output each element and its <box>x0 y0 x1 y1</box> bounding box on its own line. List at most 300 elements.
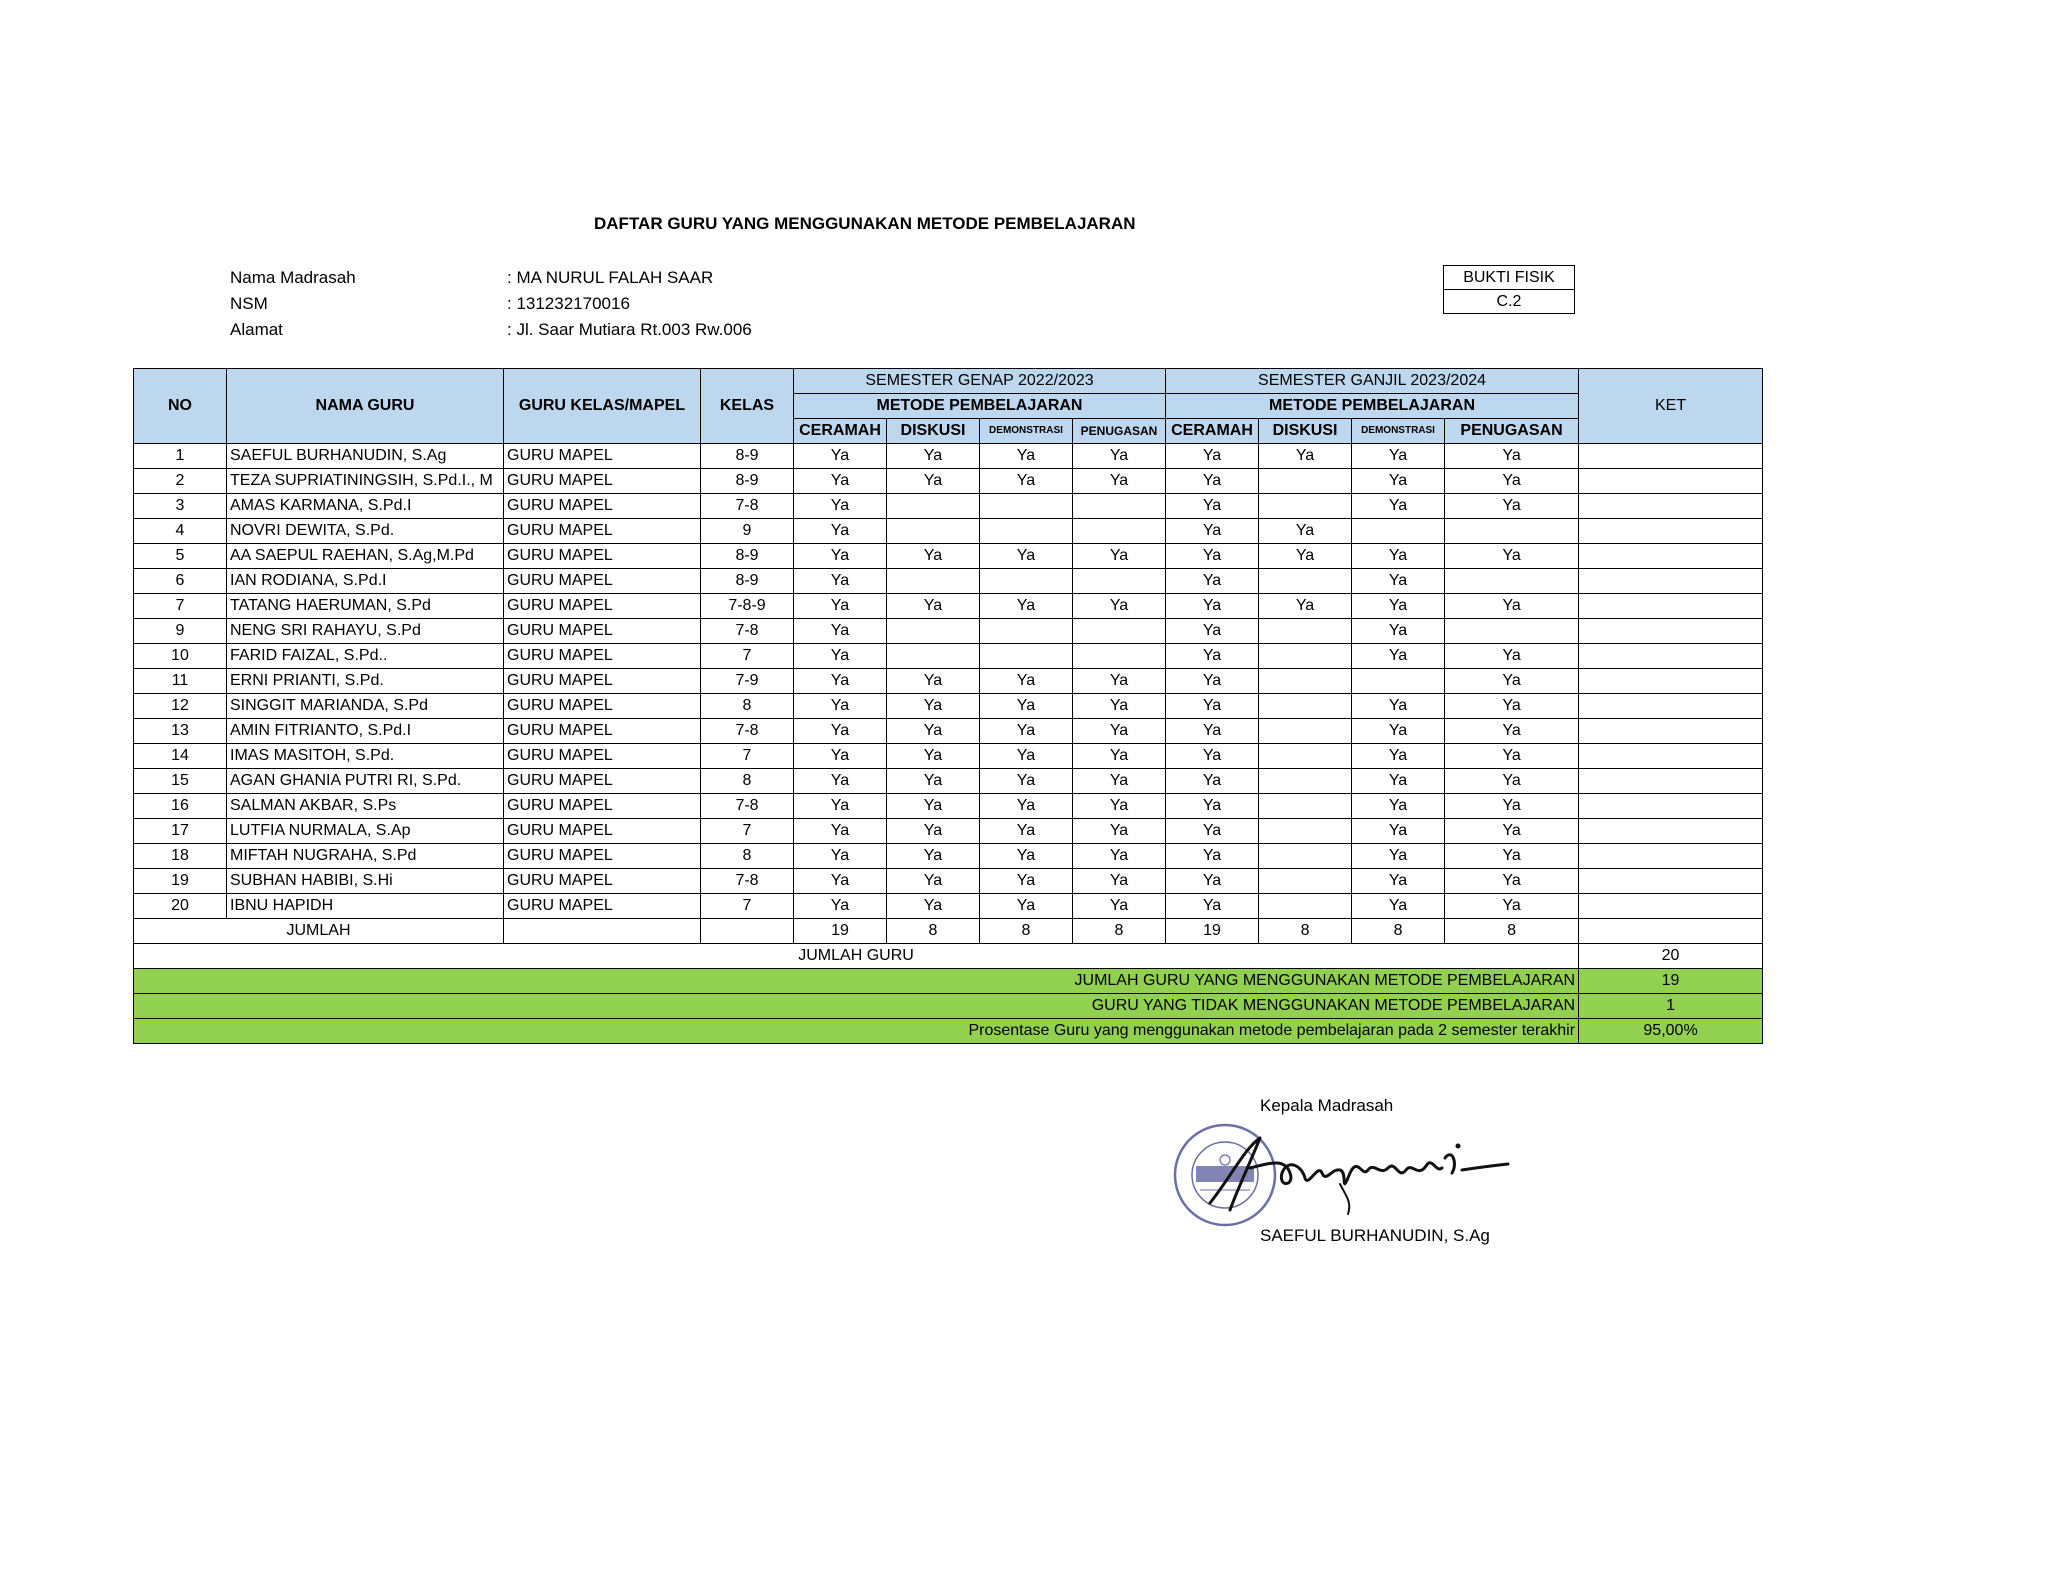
cell-diskusi-2 <box>1259 469 1352 494</box>
guru-menggunakan-value: 19 <box>1579 969 1763 994</box>
cell-penugasan-1: Ya <box>1073 869 1166 894</box>
cell-diskusi-2 <box>1259 644 1352 669</box>
cell-no: 6 <box>134 569 227 594</box>
cell-no: 3 <box>134 494 227 519</box>
table-row <box>134 869 1763 894</box>
cell-diskusi-1 <box>887 569 980 594</box>
cell-ket <box>1579 694 1763 719</box>
cell-ket <box>1579 594 1763 619</box>
table-row <box>134 819 1763 844</box>
cell-demonstrasi-2: Ya <box>1352 569 1445 594</box>
cell-kelas: 8-9 <box>701 469 794 494</box>
cell-nama-guru: MIFTAH NUGRAHA, S.Pd <box>227 844 504 869</box>
cell-demonstrasi-2: Ya <box>1352 844 1445 869</box>
cell-guru-kelas-mapel: GURU MAPEL <box>504 569 701 594</box>
cell-penugasan-2: Ya <box>1445 544 1579 569</box>
cell-demonstrasi-1: Ya <box>980 844 1073 869</box>
cell-ket <box>1579 794 1763 819</box>
cell-penugasan-1: Ya <box>1073 544 1166 569</box>
cell-demonstrasi-1 <box>980 644 1073 669</box>
jumlah-empty-kelas <box>701 919 794 944</box>
cell-guru-kelas-mapel: GURU MAPEL <box>504 844 701 869</box>
table-row <box>134 519 1763 544</box>
cell-diskusi-2 <box>1259 894 1352 919</box>
cell-diskusi-1: Ya <box>887 544 980 569</box>
cell-kelas: 7-8 <box>701 494 794 519</box>
cell-kelas: 8 <box>701 694 794 719</box>
cell-kelas: 7-8 <box>701 794 794 819</box>
cell-nama-guru: SAEFUL BURHANUDIN, S.Ag <box>227 444 504 469</box>
cell-guru-kelas-mapel: GURU MAPEL <box>504 619 701 644</box>
cell-guru-kelas-mapel: GURU MAPEL <box>504 769 701 794</box>
header-penugasan-2: PENUGASAN <box>1445 419 1579 444</box>
cell-demonstrasi-1: Ya <box>980 744 1073 769</box>
cell-diskusi-2 <box>1259 769 1352 794</box>
cell-nama-guru: AGAN GHANIA PUTRI RI, S.Pd. <box>227 769 504 794</box>
table-row <box>134 769 1763 794</box>
cell-demonstrasi-2: Ya <box>1352 819 1445 844</box>
cell-ceramah-2: Ya <box>1166 719 1259 744</box>
cell-demonstrasi-1 <box>980 569 1073 594</box>
table-row <box>134 494 1763 519</box>
cell-guru-kelas-mapel: GURU MAPEL <box>504 869 701 894</box>
cell-ceramah-1: Ya <box>794 619 887 644</box>
cell-no: 20 <box>134 894 227 919</box>
table-row <box>134 544 1763 569</box>
document-title: DAFTAR GURU YANG MENGGUNAKAN METODE PEMBELAJARAN <box>594 214 1136 233</box>
cell-demonstrasi-1: Ya <box>980 869 1073 894</box>
header-nama-guru: NAMA GURU <box>227 369 504 444</box>
cell-demonstrasi-1: Ya <box>980 794 1073 819</box>
cell-diskusi-2 <box>1259 719 1352 744</box>
signature-scribble <box>1190 1118 1530 1218</box>
cell-demonstrasi-1: Ya <box>980 444 1073 469</box>
cell-no: 19 <box>134 869 227 894</box>
jumlah-demonstrasi-1: 8 <box>980 919 1073 944</box>
jumlah-diskusi-2: 8 <box>1259 919 1352 944</box>
cell-diskusi-2: Ya <box>1259 544 1352 569</box>
cell-demonstrasi-2: Ya <box>1352 869 1445 894</box>
cell-diskusi-1: Ya <box>887 894 980 919</box>
cell-kelas: 8 <box>701 844 794 869</box>
cell-demonstrasi-2: Ya <box>1352 794 1445 819</box>
cell-demonstrasi-2: Ya <box>1352 469 1445 494</box>
cell-diskusi-2 <box>1259 744 1352 769</box>
cell-penugasan-1 <box>1073 619 1166 644</box>
cell-penugasan-1: Ya <box>1073 794 1166 819</box>
header-metode-2: METODE PEMBELAJARAN <box>1166 394 1579 419</box>
cell-guru-kelas-mapel: GURU MAPEL <box>504 444 701 469</box>
cell-demonstrasi-2: Ya <box>1352 744 1445 769</box>
table-row <box>134 444 1763 469</box>
cell-guru-kelas-mapel: GURU MAPEL <box>504 819 701 844</box>
cell-diskusi-2: Ya <box>1259 519 1352 544</box>
cell-ceramah-1: Ya <box>794 644 887 669</box>
cell-guru-kelas-mapel: GURU MAPEL <box>504 694 701 719</box>
table-row <box>134 569 1763 594</box>
cell-ceramah-1: Ya <box>794 669 887 694</box>
cell-nama-guru: NENG SRI RAHAYU, S.Pd <box>227 619 504 644</box>
cell-ket <box>1579 644 1763 669</box>
alamat-value: : Jl. Saar Mutiara Rt.003 Rw.006 <box>507 320 752 339</box>
cell-kelas: 7-9 <box>701 669 794 694</box>
table-row <box>134 794 1763 819</box>
cell-kelas: 8-9 <box>701 544 794 569</box>
cell-kelas: 8-9 <box>701 444 794 469</box>
cell-no: 18 <box>134 844 227 869</box>
header-demonstrasi-1: DEMONSTRASI <box>980 419 1073 444</box>
cell-diskusi-2: Ya <box>1259 594 1352 619</box>
cell-penugasan-1 <box>1073 644 1166 669</box>
cell-ceramah-1: Ya <box>794 494 887 519</box>
cell-diskusi-1: Ya <box>887 844 980 869</box>
cell-ket <box>1579 869 1763 894</box>
cell-guru-kelas-mapel: GURU MAPEL <box>504 794 701 819</box>
cell-ceramah-2: Ya <box>1166 869 1259 894</box>
cell-demonstrasi-1: Ya <box>980 719 1073 744</box>
cell-ket <box>1579 844 1763 869</box>
cell-diskusi-1: Ya <box>887 444 980 469</box>
header-semester-ganjil: SEMESTER GANJIL 2023/2024 <box>1166 369 1579 394</box>
cell-diskusi-2 <box>1259 694 1352 719</box>
prosentase-label: Prosentase Guru yang menggunakan metode pembelajaran pada 2 semester terakhir <box>134 1019 1579 1044</box>
cell-guru-kelas-mapel: GURU MAPEL <box>504 469 701 494</box>
cell-ceramah-2: Ya <box>1166 644 1259 669</box>
cell-demonstrasi-2: Ya <box>1352 494 1445 519</box>
nsm-value: : 131232170016 <box>507 294 630 313</box>
cell-ceramah-1: Ya <box>794 719 887 744</box>
cell-penugasan-1: Ya <box>1073 444 1166 469</box>
cell-kelas: 9 <box>701 519 794 544</box>
header-demonstrasi-2: DEMONSTRASI <box>1352 419 1445 444</box>
jumlah-diskusi-1: 8 <box>887 919 980 944</box>
cell-diskusi-1: Ya <box>887 669 980 694</box>
cell-penugasan-1: Ya <box>1073 719 1166 744</box>
cell-diskusi-1 <box>887 644 980 669</box>
cell-no: 12 <box>134 694 227 719</box>
cell-penugasan-2: Ya <box>1445 744 1579 769</box>
cell-kelas: 7 <box>701 894 794 919</box>
cell-ket <box>1579 544 1763 569</box>
cell-demonstrasi-1: Ya <box>980 769 1073 794</box>
cell-penugasan-1: Ya <box>1073 894 1166 919</box>
cell-penugasan-2: Ya <box>1445 469 1579 494</box>
cell-penugasan-2: Ya <box>1445 719 1579 744</box>
cell-ceramah-2: Ya <box>1166 744 1259 769</box>
cell-guru-kelas-mapel: GURU MAPEL <box>504 519 701 544</box>
cell-nama-guru: SALMAN AKBAR, S.Ps <box>227 794 504 819</box>
cell-demonstrasi-2: Ya <box>1352 894 1445 919</box>
cell-nama-guru: NOVRI DEWITA, S.Pd. <box>227 519 504 544</box>
cell-demonstrasi-1 <box>980 494 1073 519</box>
table-row <box>134 844 1763 869</box>
cell-demonstrasi-2: Ya <box>1352 644 1445 669</box>
cell-penugasan-2: Ya <box>1445 844 1579 869</box>
cell-diskusi-2 <box>1259 619 1352 644</box>
cell-demonstrasi-2: Ya <box>1352 619 1445 644</box>
cell-nama-guru: AMIN FITRIANTO, S.Pd.I <box>227 719 504 744</box>
jumlah-ket <box>1579 919 1763 944</box>
cell-guru-kelas-mapel: GURU MAPEL <box>504 544 701 569</box>
cell-demonstrasi-2: Ya <box>1352 694 1445 719</box>
madrasah-label: Nama Madrasah <box>230 268 356 287</box>
cell-penugasan-2 <box>1445 619 1579 644</box>
cell-demonstrasi-1: Ya <box>980 894 1073 919</box>
cell-ceramah-1: Ya <box>794 469 887 494</box>
header-kelas: KELAS <box>701 369 794 444</box>
cell-penugasan-2: Ya <box>1445 794 1579 819</box>
cell-diskusi-1: Ya <box>887 694 980 719</box>
cell-penugasan-2: Ya <box>1445 444 1579 469</box>
signature-name: SAEFUL BURHANUDIN, S.Ag <box>1260 1226 1490 1245</box>
cell-diskusi-1: Ya <box>887 819 980 844</box>
cell-ceramah-2: Ya <box>1166 444 1259 469</box>
cell-nama-guru: LUTFIA NURMALA, S.Ap <box>227 819 504 844</box>
cell-ceramah-2: Ya <box>1166 519 1259 544</box>
cell-ket <box>1579 444 1763 469</box>
jumlah-penugasan-1: 8 <box>1073 919 1166 944</box>
cell-demonstrasi-1: Ya <box>980 469 1073 494</box>
cell-ceramah-1: Ya <box>794 869 887 894</box>
cell-penugasan-2: Ya <box>1445 594 1579 619</box>
cell-diskusi-2 <box>1259 794 1352 819</box>
cell-ceramah-2: Ya <box>1166 669 1259 694</box>
cell-no: 1 <box>134 444 227 469</box>
nsm-label: NSM <box>230 294 268 313</box>
cell-diskusi-2 <box>1259 669 1352 694</box>
cell-diskusi-2 <box>1259 819 1352 844</box>
cell-ceramah-2: Ya <box>1166 694 1259 719</box>
cell-demonstrasi-1 <box>980 619 1073 644</box>
cell-nama-guru: IBNU HAPIDH <box>227 894 504 919</box>
cell-no: 7 <box>134 594 227 619</box>
guru-tidak-value: 1 <box>1579 994 1763 1019</box>
cell-nama-guru: ERNI PRIANTI, S.Pd. <box>227 669 504 694</box>
alamat-label: Alamat <box>230 320 283 339</box>
jumlah-label: JUMLAH <box>134 919 504 944</box>
cell-kelas: 7 <box>701 819 794 844</box>
header-guru-kelas-mapel: GURU KELAS/MAPEL <box>504 369 701 444</box>
cell-penugasan-2: Ya <box>1445 694 1579 719</box>
cell-ceramah-1: Ya <box>794 444 887 469</box>
cell-demonstrasi-2: Ya <box>1352 769 1445 794</box>
cell-no: 11 <box>134 669 227 694</box>
cell-demonstrasi-2: Ya <box>1352 594 1445 619</box>
cell-ceramah-2: Ya <box>1166 569 1259 594</box>
cell-ket <box>1579 719 1763 744</box>
cell-penugasan-1: Ya <box>1073 594 1166 619</box>
table-row <box>134 594 1763 619</box>
cell-demonstrasi-2: Ya <box>1352 719 1445 744</box>
cell-penugasan-1 <box>1073 519 1166 544</box>
cell-penugasan-2 <box>1445 569 1579 594</box>
bukti-fisik-label: BUKTI FISIK <box>1444 266 1575 290</box>
cell-penugasan-2: Ya <box>1445 894 1579 919</box>
cell-diskusi-1: Ya <box>887 594 980 619</box>
cell-ket <box>1579 894 1763 919</box>
cell-diskusi-2 <box>1259 569 1352 594</box>
jumlah-guru-value: 20 <box>1579 944 1763 969</box>
cell-diskusi-1 <box>887 494 980 519</box>
cell-demonstrasi-1: Ya <box>980 694 1073 719</box>
header-penugasan-1: PENUGASAN <box>1073 419 1166 444</box>
cell-penugasan-2: Ya <box>1445 869 1579 894</box>
cell-ceramah-1: Ya <box>794 844 887 869</box>
cell-ket <box>1579 769 1763 794</box>
jumlah-guru-label: JUMLAH GURU <box>134 944 1579 969</box>
cell-ceramah-2: Ya <box>1166 544 1259 569</box>
cell-penugasan-1: Ya <box>1073 769 1166 794</box>
cell-no: 5 <box>134 544 227 569</box>
cell-penugasan-1 <box>1073 494 1166 519</box>
cell-kelas: 7-8 <box>701 869 794 894</box>
header-ceramah-1: CERAMAH <box>794 419 887 444</box>
cell-diskusi-2 <box>1259 494 1352 519</box>
cell-guru-kelas-mapel: GURU MAPEL <box>504 894 701 919</box>
cell-ceramah-2: Ya <box>1166 894 1259 919</box>
cell-ceramah-1: Ya <box>794 769 887 794</box>
cell-nama-guru: IAN RODIANA, S.Pd.I <box>227 569 504 594</box>
teacher-method-table <box>133 368 1763 1044</box>
cell-guru-kelas-mapel: GURU MAPEL <box>504 594 701 619</box>
table-row <box>134 694 1763 719</box>
cell-ket <box>1579 494 1763 519</box>
table-row <box>134 469 1763 494</box>
cell-demonstrasi-1 <box>980 519 1073 544</box>
header-metode-1: METODE PEMBELAJARAN <box>794 394 1166 419</box>
cell-ceramah-1: Ya <box>794 894 887 919</box>
cell-kelas: 7-8 <box>701 719 794 744</box>
cell-ket <box>1579 669 1763 694</box>
cell-demonstrasi-2: Ya <box>1352 444 1445 469</box>
jumlah-empty-mapel <box>504 919 701 944</box>
cell-guru-kelas-mapel: GURU MAPEL <box>504 669 701 694</box>
cell-ceramah-1: Ya <box>794 519 887 544</box>
madrasah-value: : MA NURUL FALAH SAAR <box>507 268 714 287</box>
guru-menggunakan-label: JUMLAH GURU YANG MENGGUNAKAN METODE PEMBELAJARAN <box>134 969 1579 994</box>
cell-nama-guru: AA SAEPUL RAEHAN, S.Ag,M.Pd <box>227 544 504 569</box>
header-ceramah-2: CERAMAH <box>1166 419 1259 444</box>
cell-ket <box>1579 569 1763 594</box>
cell-penugasan-2: Ya <box>1445 669 1579 694</box>
cell-ceramah-2: Ya <box>1166 619 1259 644</box>
cell-no: 2 <box>134 469 227 494</box>
cell-ceramah-1: Ya <box>794 569 887 594</box>
cell-penugasan-1: Ya <box>1073 694 1166 719</box>
table-body <box>134 444 1763 919</box>
prosentase-value: 95,00% <box>1579 1019 1763 1044</box>
cell-guru-kelas-mapel: GURU MAPEL <box>504 644 701 669</box>
cell-ceramah-2: Ya <box>1166 494 1259 519</box>
cell-kelas: 7-8 <box>701 619 794 644</box>
header-no: NO <box>134 369 227 444</box>
cell-diskusi-1 <box>887 519 980 544</box>
jumlah-ceramah-2: 19 <box>1166 919 1259 944</box>
cell-ceramah-1: Ya <box>794 594 887 619</box>
cell-penugasan-2: Ya <box>1445 644 1579 669</box>
cell-penugasan-1: Ya <box>1073 469 1166 494</box>
table-row <box>134 894 1763 919</box>
cell-penugasan-1 <box>1073 569 1166 594</box>
header-ket: KET <box>1579 369 1763 444</box>
cell-ceramah-2: Ya <box>1166 794 1259 819</box>
cell-demonstrasi-1: Ya <box>980 544 1073 569</box>
cell-nama-guru: TATANG HAERUMAN, S.Pd <box>227 594 504 619</box>
table-row <box>134 669 1763 694</box>
cell-penugasan-2 <box>1445 519 1579 544</box>
cell-penugasan-2: Ya <box>1445 819 1579 844</box>
guru-tidak-label: GURU YANG TIDAK MENGGUNAKAN METODE PEMBELAJARAN <box>134 994 1579 1019</box>
cell-kelas: 8-9 <box>701 569 794 594</box>
cell-diskusi-1: Ya <box>887 744 980 769</box>
cell-no: 13 <box>134 719 227 744</box>
cell-no: 16 <box>134 794 227 819</box>
table-row <box>134 744 1763 769</box>
cell-ceramah-2: Ya <box>1166 819 1259 844</box>
cell-ket <box>1579 819 1763 844</box>
bukti-fisik-box <box>1443 265 1575 314</box>
cell-ceramah-2: Ya <box>1166 844 1259 869</box>
cell-penugasan-1: Ya <box>1073 819 1166 844</box>
cell-diskusi-1: Ya <box>887 469 980 494</box>
cell-demonstrasi-1: Ya <box>980 669 1073 694</box>
cell-penugasan-1: Ya <box>1073 844 1166 869</box>
cell-ket <box>1579 619 1763 644</box>
cell-ceramah-1: Ya <box>794 819 887 844</box>
cell-kelas: 7 <box>701 744 794 769</box>
cell-no: 14 <box>134 744 227 769</box>
cell-ceramah-1: Ya <box>794 794 887 819</box>
cell-demonstrasi-1: Ya <box>980 819 1073 844</box>
cell-demonstrasi-2 <box>1352 519 1445 544</box>
cell-no: 10 <box>134 644 227 669</box>
cell-ket <box>1579 469 1763 494</box>
cell-no: 9 <box>134 619 227 644</box>
cell-ceramah-2: Ya <box>1166 769 1259 794</box>
cell-kelas: 7-8-9 <box>701 594 794 619</box>
cell-demonstrasi-2 <box>1352 669 1445 694</box>
cell-guru-kelas-mapel: GURU MAPEL <box>504 744 701 769</box>
cell-nama-guru: SINGGIT MARIANDA, S.Pd <box>227 694 504 719</box>
cell-ket <box>1579 519 1763 544</box>
cell-ceramah-1: Ya <box>794 694 887 719</box>
table-row <box>134 644 1763 669</box>
cell-ket <box>1579 744 1763 769</box>
cell-diskusi-1: Ya <box>887 794 980 819</box>
cell-ceramah-1: Ya <box>794 744 887 769</box>
cell-kelas: 7 <box>701 644 794 669</box>
header-semester-genap: SEMESTER GENAP 2022/2023 <box>794 369 1166 394</box>
cell-nama-guru: TEZA SUPRIATININGSIH, S.Pd.I., M <box>227 469 504 494</box>
cell-diskusi-1: Ya <box>887 769 980 794</box>
cell-penugasan-1: Ya <box>1073 669 1166 694</box>
cell-no: 4 <box>134 519 227 544</box>
cell-penugasan-2: Ya <box>1445 769 1579 794</box>
jumlah-penugasan-2: 8 <box>1445 919 1579 944</box>
cell-guru-kelas-mapel: GURU MAPEL <box>504 719 701 744</box>
cell-ceramah-1: Ya <box>794 544 887 569</box>
jumlah-demonstrasi-2: 8 <box>1352 919 1445 944</box>
cell-diskusi-1: Ya <box>887 719 980 744</box>
jumlah-ceramah-1: 19 <box>794 919 887 944</box>
cell-kelas: 8 <box>701 769 794 794</box>
cell-demonstrasi-1: Ya <box>980 594 1073 619</box>
cell-diskusi-1: Ya <box>887 869 980 894</box>
cell-nama-guru: SUBHAN HABIBI, S.Hi <box>227 869 504 894</box>
cell-no: 17 <box>134 819 227 844</box>
cell-guru-kelas-mapel: GURU MAPEL <box>504 494 701 519</box>
cell-diskusi-1 <box>887 619 980 644</box>
